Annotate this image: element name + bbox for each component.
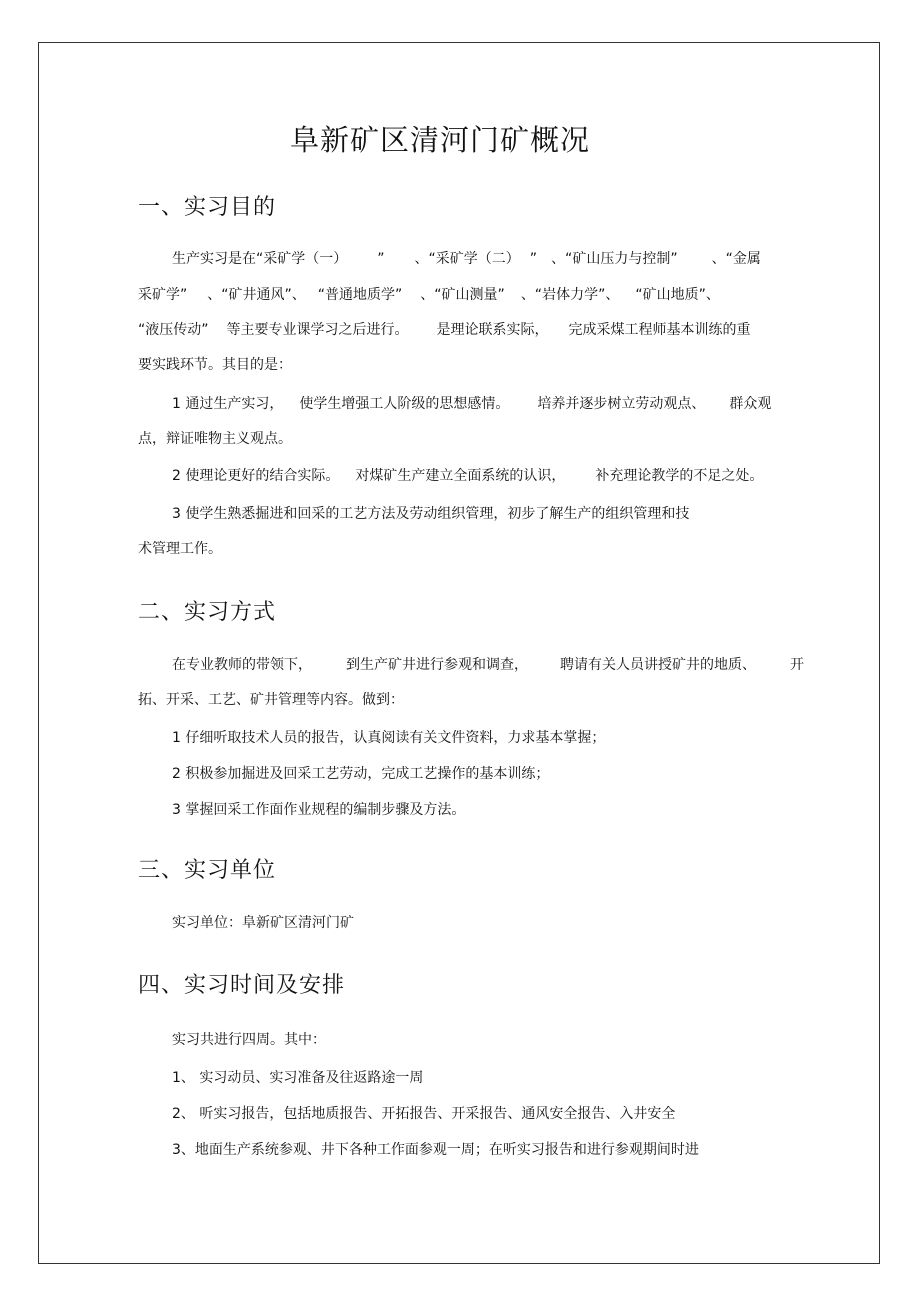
- text-segment: 群众观: [729, 396, 772, 412]
- list-item: 3、地面生产系统参观、井下各种工作面参观一周；在听实习报告和进行参观期间时进: [172, 1142, 699, 1158]
- section-heading-schedule: 四、实习时间及安排: [138, 973, 346, 998]
- text-segment: 培养并逐步树立劳动观点、: [537, 396, 706, 412]
- list-item: 1、 实习动员、实习准备及往返路途一周: [172, 1070, 424, 1086]
- section-heading-unit: 三、实习单位: [138, 858, 277, 883]
- text-segment: 、“岩体力学”、: [520, 287, 620, 303]
- page-border: [38, 42, 880, 1264]
- text-segment: 、“矿山压力与控制”: [551, 251, 678, 267]
- list-item: [172, 394, 771, 414]
- paragraph-line: [138, 320, 751, 340]
- text-segment: 使学生增强工人阶级的思想感情。: [299, 396, 510, 412]
- text-segment: 采矿学”: [138, 287, 188, 303]
- list-item: 1 仔细听取技术人员的报告，认真阅读有关文件资料，力求基本掌握；: [172, 730, 606, 746]
- text-segment: 、“矿井通风”、: [207, 287, 306, 303]
- text-segment: 聘请有关人员讲授矿井的地质、: [560, 657, 756, 673]
- text-segment: 是理论联系实际，: [436, 322, 549, 338]
- text-segment: 、“矿山测量”: [420, 287, 505, 303]
- text-segment: 、“金属: [711, 251, 761, 267]
- document-title: 阜新矿区清河门矿概况: [290, 123, 591, 157]
- list-item-continuation: 点，辩证唯物主义观点。: [138, 431, 292, 447]
- text-segment: 2 使理论更好的结合实际。: [172, 468, 340, 484]
- text-segment: 在专业教师的带领下，: [172, 657, 312, 673]
- text-segment: “普通地质学”: [317, 287, 403, 303]
- text-segment: 、“采矿学（二）: [414, 251, 520, 267]
- unit-line: 实习单位：阜新矿区清河门矿: [172, 915, 354, 931]
- paragraph-line: [172, 655, 804, 675]
- text-segment: ”: [529, 251, 538, 267]
- text-segment: “矿山地质”、: [635, 287, 720, 303]
- paragraph-line: 要实践环节。其目的是：: [138, 357, 292, 373]
- paragraph-line: [172, 249, 761, 269]
- list-item-continuation: 术管理工作。: [138, 541, 222, 557]
- list-item: 3 使学生熟悉掘进和回采的工艺方法及劳动组织管理，初步了解生产的组织管理和技: [172, 506, 690, 522]
- text-segment: 生产实习是在“采矿学（一）: [172, 251, 348, 267]
- paragraph-line: 实习共进行四周。其中：: [172, 1032, 326, 1048]
- section-heading-method: 二、实习方式: [138, 600, 277, 625]
- paragraph-line: 拓、开采、工艺、矿井管理等内容。做到：: [138, 692, 404, 708]
- list-item: 3 掌握回采工作面作业规程的编制步骤及方法。: [172, 802, 466, 818]
- section-heading-purpose: 一、实习目的: [138, 195, 277, 220]
- paragraph-line: [138, 285, 720, 305]
- text-segment: 补充理论教学的不足之处。: [595, 468, 764, 484]
- text-segment: 完成采煤工程师基本训练的重: [568, 322, 751, 338]
- text-segment: 等主要专业课学习之后进行。: [226, 322, 409, 338]
- text-segment: ”: [377, 251, 385, 267]
- list-item: 2 积极参加掘进及回采工艺劳动，完成工艺操作的基本训练；: [172, 766, 550, 782]
- list-item: [172, 466, 763, 486]
- text-segment: 对煤矿生产建立全面系统的认识，: [355, 468, 566, 484]
- text-segment: 到生产矿井进行参观和调查，: [346, 657, 528, 673]
- list-item: 2、 听实习报告，包括地质报告、开拓报告、开采报告、通风安全报告、入井安全: [172, 1106, 676, 1122]
- text-segment: “液压传动”: [138, 322, 209, 338]
- text-segment: 1 通过生产实习，: [172, 396, 284, 412]
- text-segment: 开: [790, 657, 804, 673]
